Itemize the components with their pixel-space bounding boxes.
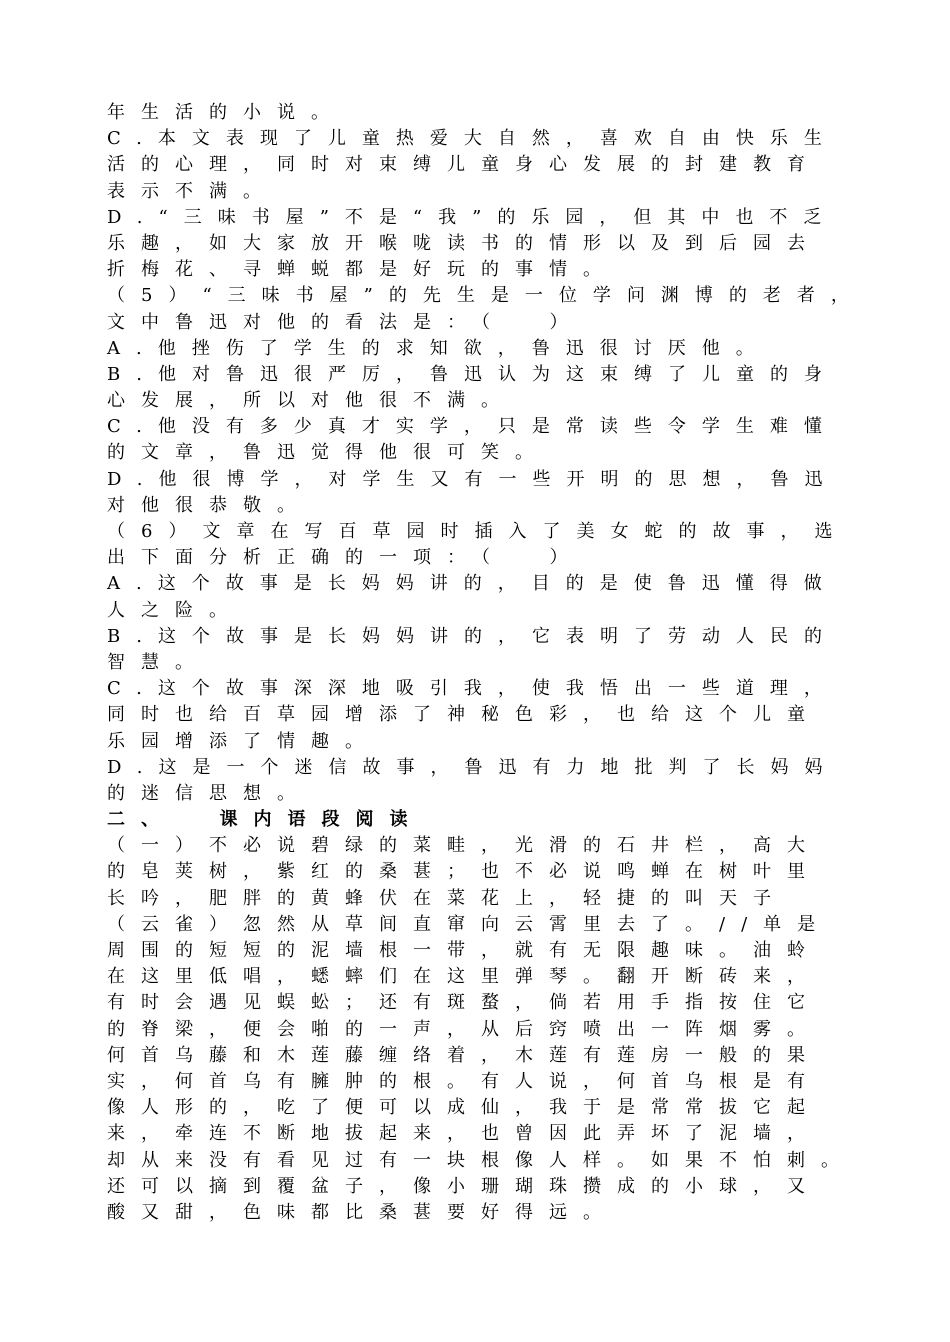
- text-line: 心发展，所以对他很不满。: [107, 390, 515, 412]
- option-line: D.“三味书屋”不是“我”的乐园，但其中也不乏: [107, 206, 838, 228]
- option-line: C.他没有多少真才实学，只是常读些令学生难懂: [107, 416, 838, 438]
- passage-line: 酸又甜，色味都比桑葚要好得远。: [107, 1201, 617, 1223]
- passage-line: 像人形的，吃了便可以成仙，我于是常常拔它起: [107, 1097, 821, 1119]
- passage-line: 来，牵连不断地拔起来，也曾因此弄坏了泥墙，: [107, 1123, 821, 1145]
- text-line: 表示不满。: [107, 180, 277, 202]
- text-line: 折梅花、寻蝉蜕都是好玩的事情。: [107, 259, 617, 281]
- option-line: B.他对鲁迅很严厉，鲁迅认为这束缚了儿童的身: [107, 363, 838, 385]
- text-line: 的迷信思想。: [107, 782, 311, 804]
- option-line: D.这是一个迷信故事，鲁迅有力地批判了长妈妈: [107, 756, 839, 778]
- question-line: （6）文章在写百草园时插入了美女蛇的故事，选: [107, 521, 849, 542]
- document-page: [107, 100, 867, 1226]
- option-line: C.这个故事深深地吸引我，使我悟出一些道理，: [107, 678, 838, 700]
- option-line: A.这个故事是长妈妈讲的，目的是使鲁迅懂得做: [107, 573, 838, 595]
- text-line: 的文章，鲁迅觉得他很可笑。: [107, 442, 549, 464]
- passage-line: 还可以摘到覆盆子，像小珊瑚珠攒成的小球，又: [107, 1175, 821, 1197]
- passage-line: 有时会遇见蜈蚣；还有斑蝥，倘若用手指按住它: [107, 992, 821, 1014]
- option-line: A.他挫伤了学生的求知欲，鲁迅很讨厌他。: [107, 337, 770, 359]
- text-line: 智慧。: [107, 651, 209, 673]
- option-line: B.这个故事是长妈妈讲的，它表明了劳动人民的: [107, 625, 838, 647]
- passage-line: 周围的短短的泥墙根一带，就有无限趣味。油蛉: [107, 940, 821, 961]
- passage-line: 的皂荚树，紫红的桑葚；也不必说鸣蝉在树叶里: [107, 861, 821, 883]
- text-line: 同时也给百草园增添了神秘色彩，也给这个儿童: [107, 704, 821, 726]
- passage-line: 长吟，肥胖的黄蜂伏在菜花上，轻捷的叫天子: [107, 887, 787, 909]
- passage-line: 在这里低唱，蟋蟀们在这里弹琴。翻开断砖来，: [107, 966, 821, 988]
- option-line: C.本文表现了儿童热爱大自然，喜欢自由快乐生: [107, 128, 838, 150]
- text-line: 对他很恭敬。: [107, 494, 311, 516]
- section-heading: 二、 课内语段阅读: [107, 809, 424, 831]
- question-line: （5）“三味书屋”的先生是一位学问渊博的老者，: [107, 285, 865, 307]
- question-line: 出下面分析正确的一项：（ ）: [107, 547, 584, 569]
- text-line: 乐园增添了情趣。: [107, 730, 379, 752]
- text-line: 活的心理，同时对束缚儿童身心发展的封建教育: [107, 154, 821, 176]
- passage-line: 何首乌藤和木莲藤缠络着，木莲有莲房一般的果: [107, 1044, 821, 1066]
- passage-line: （一）不必说碧绿的菜畦，光滑的石井栏，高大: [107, 835, 821, 857]
- passage-line: 的脊梁，便会啪的一声，从后窍喷出一阵烟雾。: [107, 1018, 821, 1040]
- option-line: D.他很博学，对学生又有一些开明的思想，鲁迅: [107, 468, 839, 490]
- passage-line: （云雀）忽然从草间直窜向云霄里去了。//单是: [107, 913, 832, 935]
- text-line: 年生活的小说。: [107, 102, 345, 123]
- text-line: 人之险。: [107, 599, 243, 621]
- question-line: 文中鲁迅对他的看法是：（ ）: [107, 311, 584, 333]
- text-line: 乐趣，如大家放开喉咙读书的情形以及到后园去: [107, 232, 821, 254]
- passage-line: 却从来没有看见过有一块根像人样。如果不怕刺。: [107, 1149, 855, 1171]
- passage-line: 实，何首乌有臃肿的根。有人说，何首乌根是有: [107, 1070, 821, 1092]
